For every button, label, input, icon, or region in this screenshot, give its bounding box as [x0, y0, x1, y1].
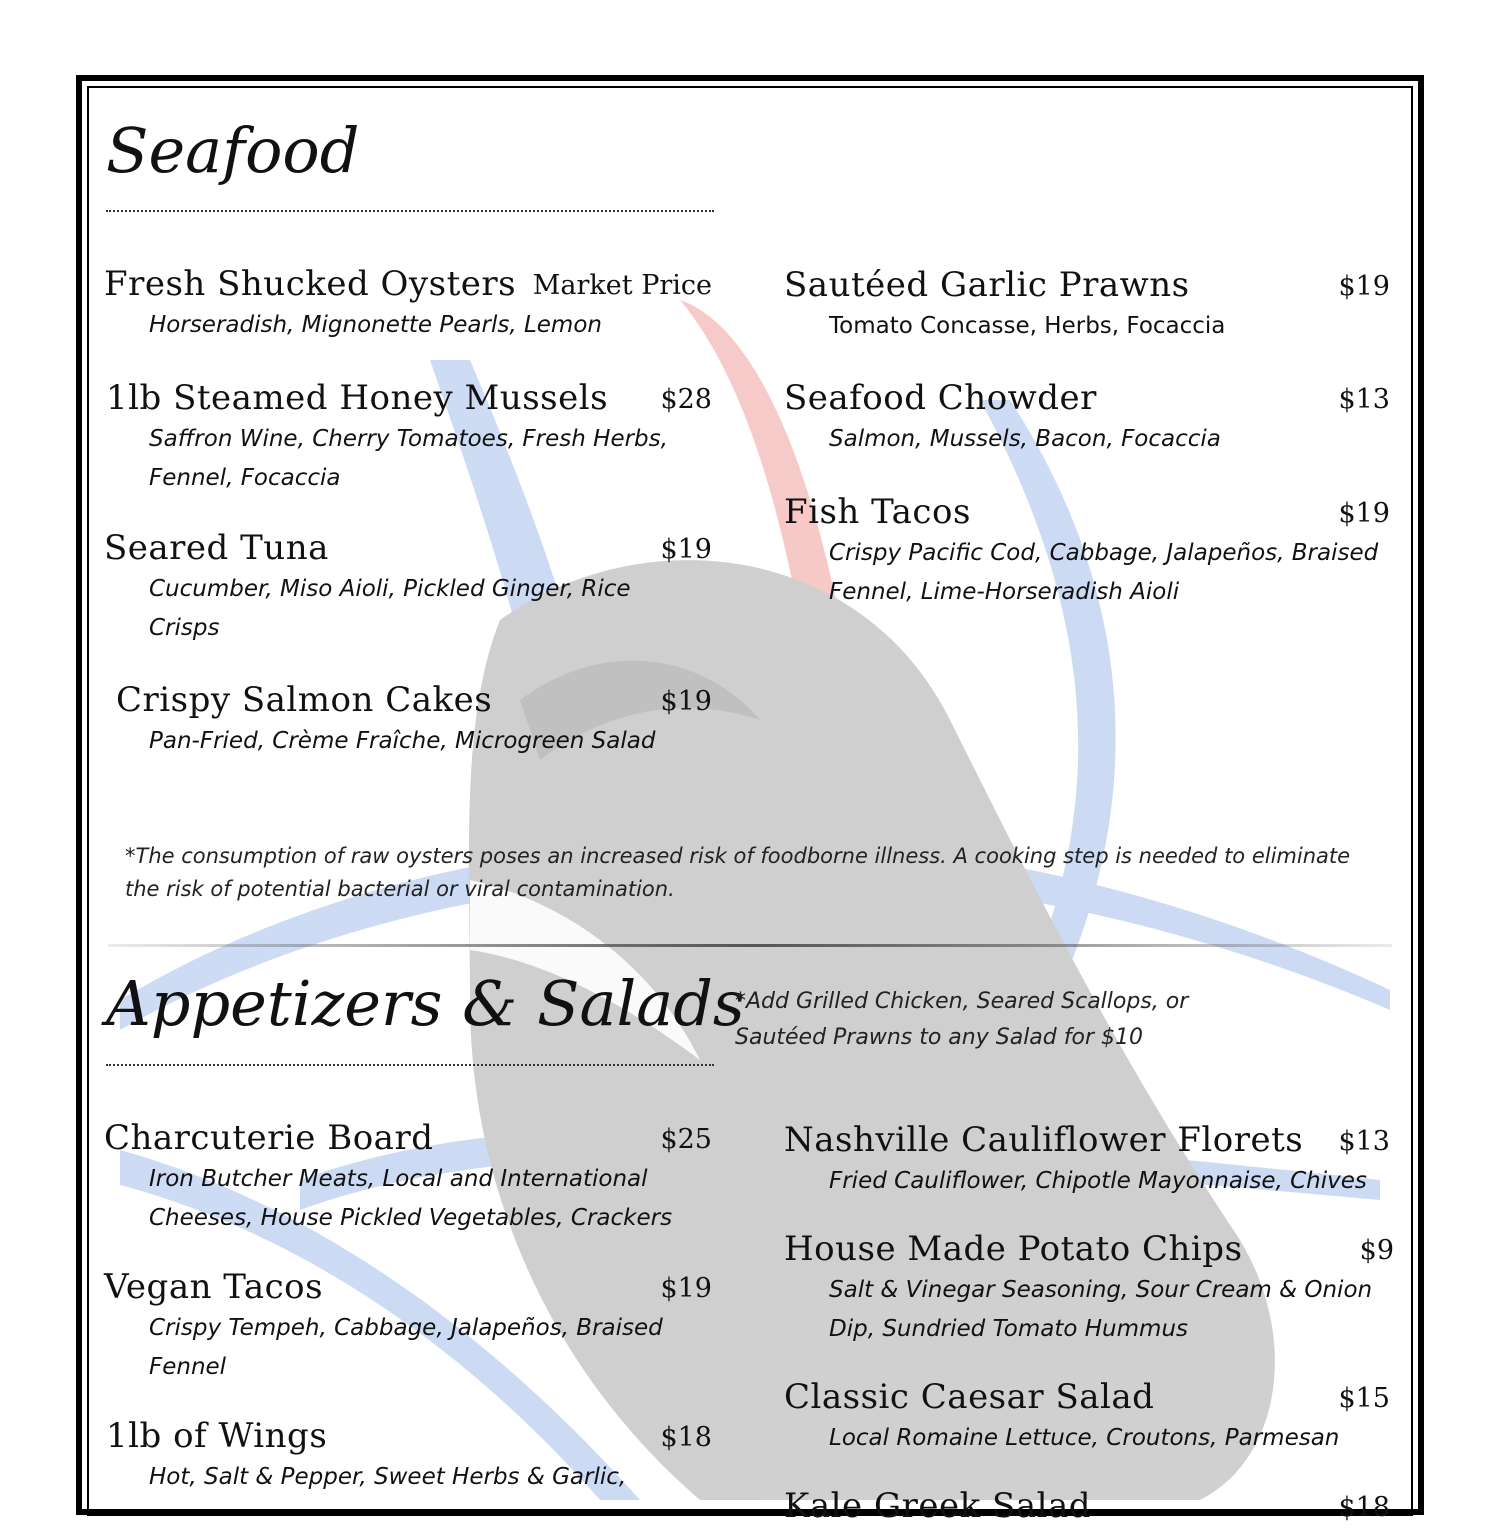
appetizers-section-title: Appetizers & Salads: [106, 967, 745, 1040]
item-price: $28: [660, 384, 712, 415]
item-price: $25: [660, 1124, 712, 1155]
item-price: $9: [1359, 1235, 1394, 1266]
item-name: Nashville Cauliflower Florets: [784, 1120, 1304, 1160]
item-price: $19: [1338, 498, 1390, 529]
item-name: Seafood Chowder: [784, 378, 1097, 418]
item-description: Hot, Salt & Pepper, Sweet Herbs & Garlic,: [149, 1464, 627, 1490]
item-price: $18: [660, 1422, 712, 1453]
section-divider: [108, 944, 1392, 947]
item-name: Vegan Tacos: [104, 1267, 324, 1307]
item-description: Horseradish, Mignonette Pearls, Lemon: [149, 312, 602, 338]
item-description: Iron Butcher Meats, Local and International Cheeses, House Pickled Vegetables, Crackers: [149, 1166, 673, 1231]
seafood-title-divider: [106, 210, 714, 212]
item-description: Cucumber, Miso Aioli, Pickled Ginger, Rice Crisps: [149, 576, 631, 641]
item-name: Seared Tuna: [104, 528, 329, 568]
item-description: Salmon, Mussels, Bacon, Focaccia: [829, 426, 1221, 452]
item-price: $13: [1338, 1126, 1390, 1157]
item-description: Saffron Wine, Cherry Tomatoes, Fresh Herbs, Fennel, Focaccia: [149, 426, 668, 491]
item-price: $19: [1338, 271, 1390, 302]
item-price: $13: [1338, 384, 1390, 415]
item-name: Fish Tacos: [784, 492, 971, 532]
item-description: Fried Cauliflower, Chipotle Mayonnaise, Chives: [829, 1168, 1367, 1194]
item-description: Tomato Concasse, Herbs, Focaccia: [829, 313, 1226, 339]
item-description: Crispy Pacific Cod, Cabbage, Jalapeños, Braised Fennel, Lime-Horseradish Aioli: [829, 540, 1379, 605]
item-name: 1lb of Wings: [106, 1416, 328, 1456]
item-price: $18: [1338, 1492, 1390, 1523]
item-name: Sautéed Garlic Prawns: [784, 265, 1190, 305]
item-price: $15: [1338, 1383, 1390, 1414]
item-name: Kale Greek Salad: [784, 1486, 1092, 1526]
item-name: House Made Potato Chips: [784, 1229, 1243, 1269]
item-description: Crispy Tempeh, Cabbage, Jalapeños, Braised Fennel: [149, 1315, 663, 1380]
item-name: Crispy Salmon Cakes: [116, 680, 493, 720]
item-description: Salt & Vinegar Seasoning, Sour Cream & Onion Dip, Sundried Tomato Hummus: [829, 1277, 1373, 1342]
item-description: Pan-Fried, Crème Fraîche, Microgreen Salad: [149, 728, 656, 754]
item-price: Market Price: [532, 270, 712, 301]
item-price: $19: [660, 686, 712, 717]
appetizers-title-divider: [106, 1064, 714, 1066]
item-price: $19: [660, 1273, 712, 1304]
item-name: Charcuterie Board: [104, 1118, 434, 1158]
salad-addon-note: *Add Grilled Chicken, Seared Scallops, or Sautéed Prawns to any Salad for $10: [735, 989, 1189, 1050]
item-price: $19: [660, 534, 712, 565]
item-name: Fresh Shucked Oysters: [104, 264, 517, 304]
item-name: 1lb Steamed Honey Mussels: [106, 378, 609, 418]
seafood-section-title: Seafood: [106, 114, 360, 187]
raw-oyster-advisory-note: *The consumption of raw oysters poses an increased risk of foodborne illness. A cooking step is needed to eliminate the risk of potential bacterial or viral contamination.: [125, 844, 1351, 901]
item-name: Classic Caesar Salad: [784, 1377, 1155, 1417]
item-description: Local Romaine Lettuce, Croutons, Parmesan: [829, 1425, 1340, 1451]
